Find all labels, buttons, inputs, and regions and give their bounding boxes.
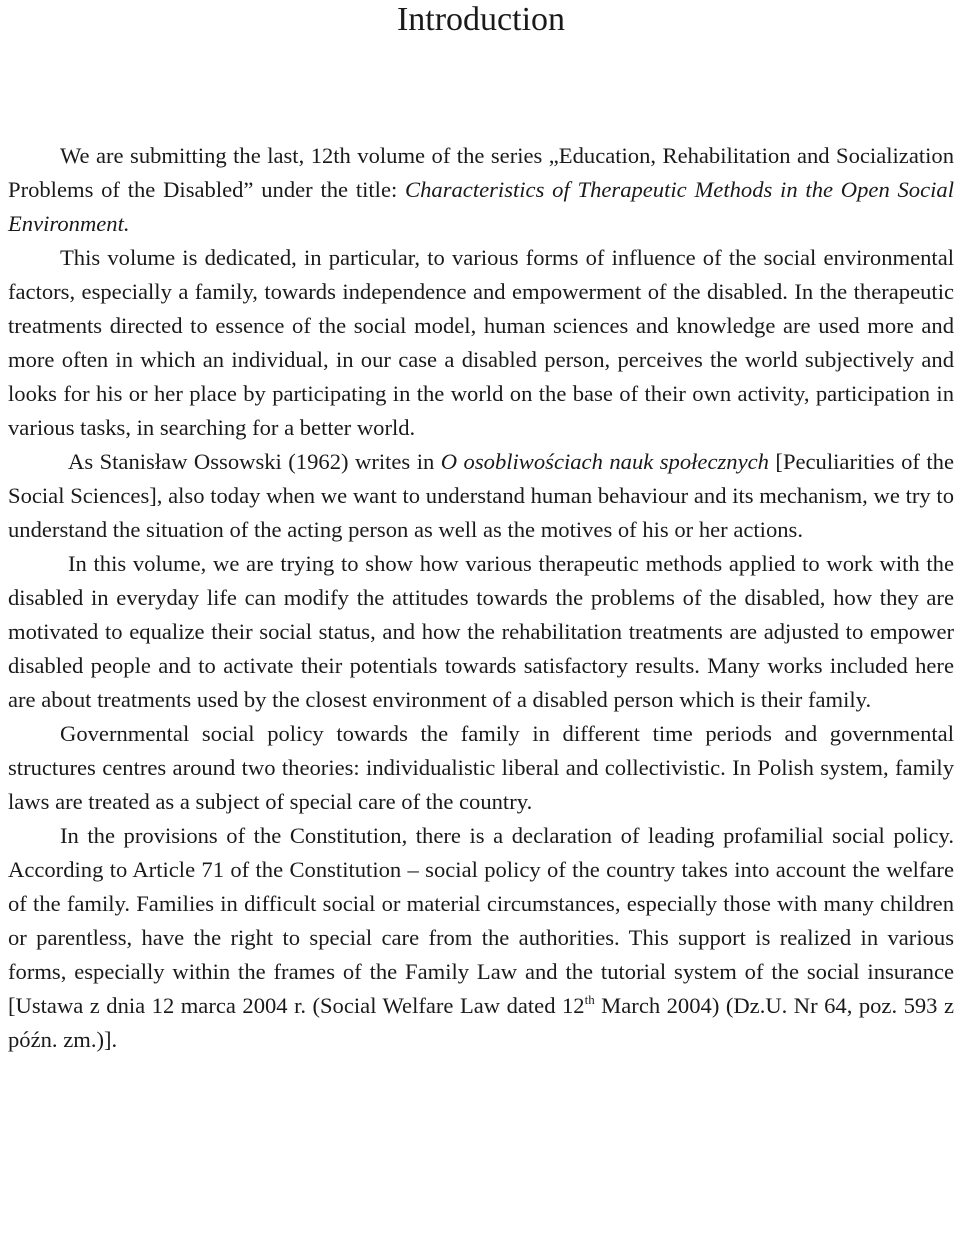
paragraph-6: [8, 819, 954, 1057]
paragraph-3-text-b: [Peculiarities of the Social Sciences], also today when we want to understand human behaviour and its mechanism, we try to understand the situation of the acting person as well as the motives of his or her actions.: [8, 449, 955, 542]
paragraph-4: In this volume, we are trying to show how various therapeutic methods applied to work with the disabled in everyday life can modify the attitudes towards the problems of the disabled, how they are motivated to equalize their social status, and how the rehabilitation treatments are adjusted to empower disabled people and to activate their potentials towards satisfactory results. Many works included here are about treatments used by the closest environment of a disabled person which is their family.: [8, 551, 954, 712]
paragraph-3-text-a: As Stanisław Ossowski (1962) writes in: [68, 449, 441, 474]
volume-title-italic: Characteristics of Therapeutic Methods in the Open Social Environment.: [8, 177, 954, 236]
paragraph-2: This volume is dedicated, in particular, to various forms of influence of the social environmental factors, especially a family, towards independence and empowerment of the disabled. In the therapeutic treatments directed to essence of the social model, human sciences and knowledge are used more and more often in which an individual, in our case a disabled person, perceives the world subjectively and looks for his or her place by participating in the world on the base of their own activity, participation in various tasks, in searching for a better world.: [8, 245, 954, 440]
paragraph-5: Governmental social policy towards the family in different time periods and governmental structures centres around two theories: individualistic liberal and collectivistic. In Polish system, family laws are treated as a subject of special care of the country.: [8, 721, 954, 814]
ordinal-superscript: th: [584, 992, 595, 1007]
paragraph-6-text-a: In the provisions of the Constitution, there is a declaration of leading profamilial social policy. According to Article 71 of the Constitution – social policy of the country takes into account the welfare of the family. Families in difficult social or material circumstances, especially those with many children or parentless, have the right to special care from the authorities. This support is realized in various forms, especially within the frames of the Family Law and the tutorial system of the social insurance [Ustawa z dnia 12 marca 2004 r. (Social Welfare Law dated 12: [8, 823, 954, 1018]
paragraph-1: [8, 139, 954, 241]
paragraph-1-text: We are submitting the last, 12th volume of the series „Education, Rehabilitation and Socialization Problems of the Disabled” under the title:: [8, 143, 954, 202]
paragraph-3: [8, 445, 954, 547]
book-title-italic: O osobliwościach nauk społecznych: [440, 449, 769, 474]
page-title: Introduction: [396, 1, 566, 38]
document-body: [8, 139, 954, 1057]
paragraph-6-text-b: March 2004) (Dz.U. Nr 64, poz. 593 z późn. zm.)].: [8, 993, 954, 1052]
